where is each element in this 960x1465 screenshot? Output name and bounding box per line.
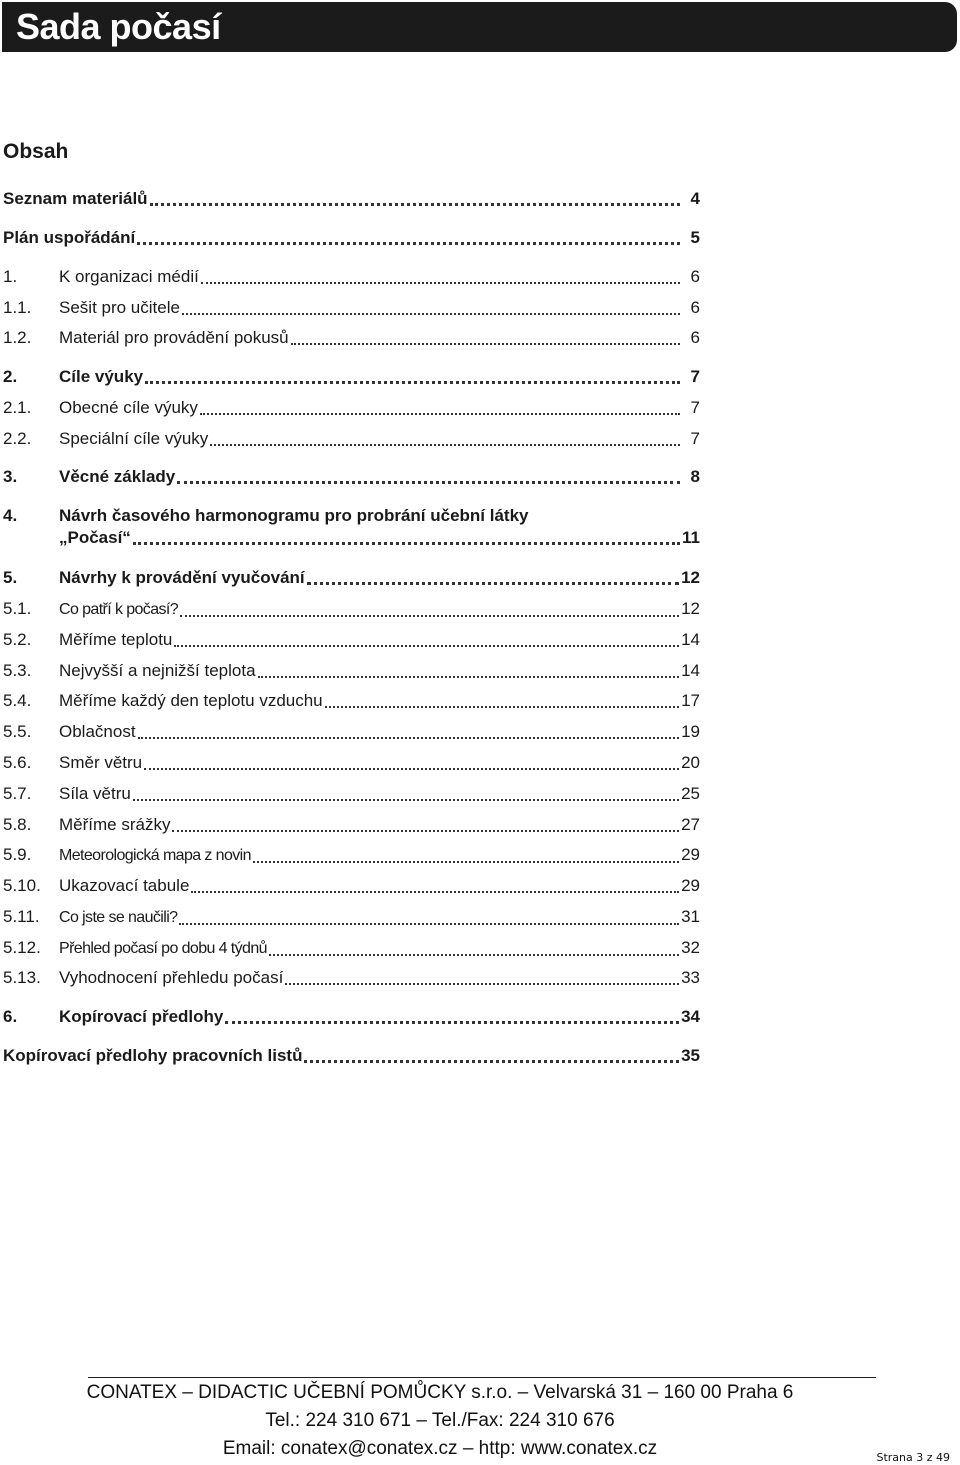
toc-entry-page: 19 [681,722,700,741]
toc-entry-title: Plán uspořádání [3,228,136,247]
footer-company: CONATEX – DIDACTIC UČEBNÍ POMŮCKY s.r.o. – Velvarská 31 – 160 00 Praha 6 [86,1382,794,1403]
toc-entry-page: 8 [690,467,700,486]
toc-entry-page: 14 [681,661,700,680]
toc-entry[interactable] [3,844,700,867]
toc-entry[interactable] [3,783,700,805]
toc-dot-leader [138,737,680,739]
toc-entry-title: Co jste se naučili? [59,909,178,926]
toc-entry[interactable] [3,598,700,621]
toc-entry-number: 2.1. [3,398,32,417]
toc-dot-leader [258,676,680,678]
toc-entry-page: 29 [681,845,700,864]
toc-dot-leader [137,242,680,245]
toc-entry[interactable] [3,1045,700,1067]
toc-dot-leader [304,1060,679,1063]
toc-entry-title: K organizaci médií [59,267,199,286]
toc-entry[interactable] [3,466,700,488]
toc-entry-title: Cíle výuky [59,367,144,386]
page-number: Strana 3 z 49 [876,1451,950,1464]
toc-dot-leader [225,1021,679,1024]
toc-entry-page: 29 [681,876,700,895]
footer-phone: Tel.: 224 310 671 – Tel./Fax: 224 310 676 [265,1410,615,1431]
toc-dot-leader [150,203,680,206]
toc-entry-number: 5. [3,568,18,587]
toc-entry[interactable] [3,428,700,450]
toc-entry[interactable] [3,629,700,651]
toc-entry[interactable] [3,875,700,897]
toc-entry-number: 2.2. [3,429,32,448]
toc-entry-number: 5.5. [3,722,32,741]
toc-entry-number: 5.6. [3,753,32,772]
toc-entry-page: 5 [690,228,700,247]
toc-dot-leader [180,615,679,617]
toc-entry[interactable] [3,505,700,527]
toc-entry-page: 20 [681,753,700,772]
toc-dot-leader [201,282,680,284]
toc-entry-page: 6 [690,267,700,286]
toc-entry-page: 33 [681,968,700,987]
toc-entry[interactable] [3,967,700,989]
toc-entry[interactable] [3,397,700,419]
toc-entry-title: Měříme teplotu [59,630,173,649]
toc-entry-number: 5.1. [3,599,32,618]
toc-entry-title: Měříme každý den teplotu vzduchu [59,691,323,710]
toc-entry[interactable] [3,660,700,682]
toc-entry-page: 25 [681,784,700,803]
document-title: Sada počasí [16,6,221,47]
toc-entry-number: 4. [3,506,18,525]
toc-entry-title: Kopírovací předlohy pracovních listů [3,1046,303,1065]
toc-dot-leader [133,799,679,801]
toc-entry-title: Návrh časového harmonogramu pro probrání učební látky [59,506,529,525]
toc-entry-page: 6 [690,298,700,317]
toc-dot-leader [182,313,680,315]
toc-entry-title: „Počasí“ [59,528,131,547]
toc-entry-title: Věcné základy [59,467,176,486]
toc-entry-number: 5.9. [3,845,32,864]
toc-entry-title: Přehled počasí po dobu 4 týdnů [59,940,267,957]
toc-entry-page: 14 [681,630,700,649]
toc-entry-title: Materiál pro provádění pokusů [59,328,289,347]
toc-entry-continuation[interactable] [59,527,700,549]
toc-dot-leader [172,830,679,832]
toc-dot-leader [144,768,679,770]
toc-dot-leader [210,444,680,446]
toc-dot-leader [191,891,679,893]
toc-dot-leader [269,954,679,956]
toc-heading: Obsah [3,140,69,163]
toc-entry[interactable] [3,814,700,836]
toc-entry-title: Ukazovací tabule [59,876,190,895]
toc-entry-page: 17 [681,691,700,710]
toc-entry-page: 12 [681,568,700,587]
toc-entry-page: 32 [681,938,700,957]
toc-entry[interactable] [3,327,700,349]
toc-entry-title: Oblačnost [59,722,136,741]
toc-dot-leader [145,381,680,384]
toc-entry-number: 6. [3,1007,18,1026]
toc-entry-title: Návrhy k provádění vyučování [59,568,305,587]
toc-dot-leader [325,706,679,708]
toc-entry-page: 7 [690,398,700,417]
toc-entry-page: 27 [681,815,700,834]
toc-entry-title: Kopírovací předlohy [59,1007,224,1026]
toc-entry-title: Speciální cíle výuky [59,429,209,448]
toc-entry-number: 3. [3,467,18,486]
toc-entry-page: 7 [690,367,700,386]
footer-contact: Email: conatex@conatex.cz – http: www.conatex.cz [222,1438,658,1459]
toc-dot-leader [133,542,680,545]
toc-entry-number: 5.4. [3,691,32,710]
toc-entry-page: 7 [690,429,700,448]
toc-entry-title: Nejvyšší a nejnižší teplota [59,661,256,680]
toc-dot-leader [177,481,680,484]
toc-entry-title: Co patří k počasí? [59,601,179,618]
toc-entry[interactable] [3,752,700,774]
toc-entry-title: Síla větru [59,784,131,803]
toc-entry-number: 1.1. [3,298,32,317]
toc-entry-title: Sešit pro učitele [59,298,180,317]
header-bar [2,2,957,52]
toc-dot-leader [285,983,679,985]
toc-dot-leader [253,861,679,863]
toc-entry-title: Vyhodnocení přehledu počasí [59,968,284,987]
toc-entry[interactable] [3,937,700,960]
toc-entry[interactable] [3,1006,700,1028]
toc-dot-leader [174,645,679,647]
toc-entry[interactable] [3,690,700,712]
toc-dot-leader [179,923,679,925]
toc-entry-page: 12 [681,599,700,618]
toc-entry[interactable] [3,366,700,388]
toc-entry-number: 5.3. [3,661,32,680]
toc-entry[interactable] [3,297,700,319]
toc-entry[interactable] [3,906,700,929]
toc-entry-number: 5.10. [3,876,41,895]
toc-entry[interactable] [3,721,700,743]
toc-entry-number: 5.12. [3,938,41,957]
footer-divider [88,1377,876,1378]
toc-dot-leader [291,343,680,345]
toc-entry[interactable] [3,567,700,589]
toc-entry-number: 1.2. [3,328,32,347]
toc-entry-page: 4 [690,189,700,208]
toc-entry-number: 2. [3,367,18,386]
toc-entry-page: 34 [681,1007,700,1026]
toc-entry-page: 6 [690,328,700,347]
toc-dot-leader [200,413,680,415]
toc-entry-title: Seznam materiálů [3,189,148,208]
toc-entry-number: 5.7. [3,784,32,803]
toc-entry-page: 35 [681,1046,700,1065]
toc-entry-title: Obecné cíle výuky [59,398,198,417]
toc-dot-leader [307,582,679,585]
toc-entry-number: 5.8. [3,815,32,834]
toc-entry-number: 5.13. [3,968,41,987]
toc-entry-title: Meteorologická mapa z novin [59,847,251,864]
toc-entry-page: 11 [682,528,700,547]
toc-entry[interactable] [3,188,700,210]
toc-entry-number: 5.2. [3,630,32,649]
toc-entry-page: 31 [681,907,700,926]
toc-entry[interactable] [3,227,700,249]
toc-entry[interactable] [3,266,700,288]
toc-entry-title: Měříme srážky [59,815,171,834]
toc-entry-number: 5.11. [3,907,40,926]
toc-entry-number: 1. [3,267,18,286]
toc-entry-title: Směr větru [59,753,143,772]
